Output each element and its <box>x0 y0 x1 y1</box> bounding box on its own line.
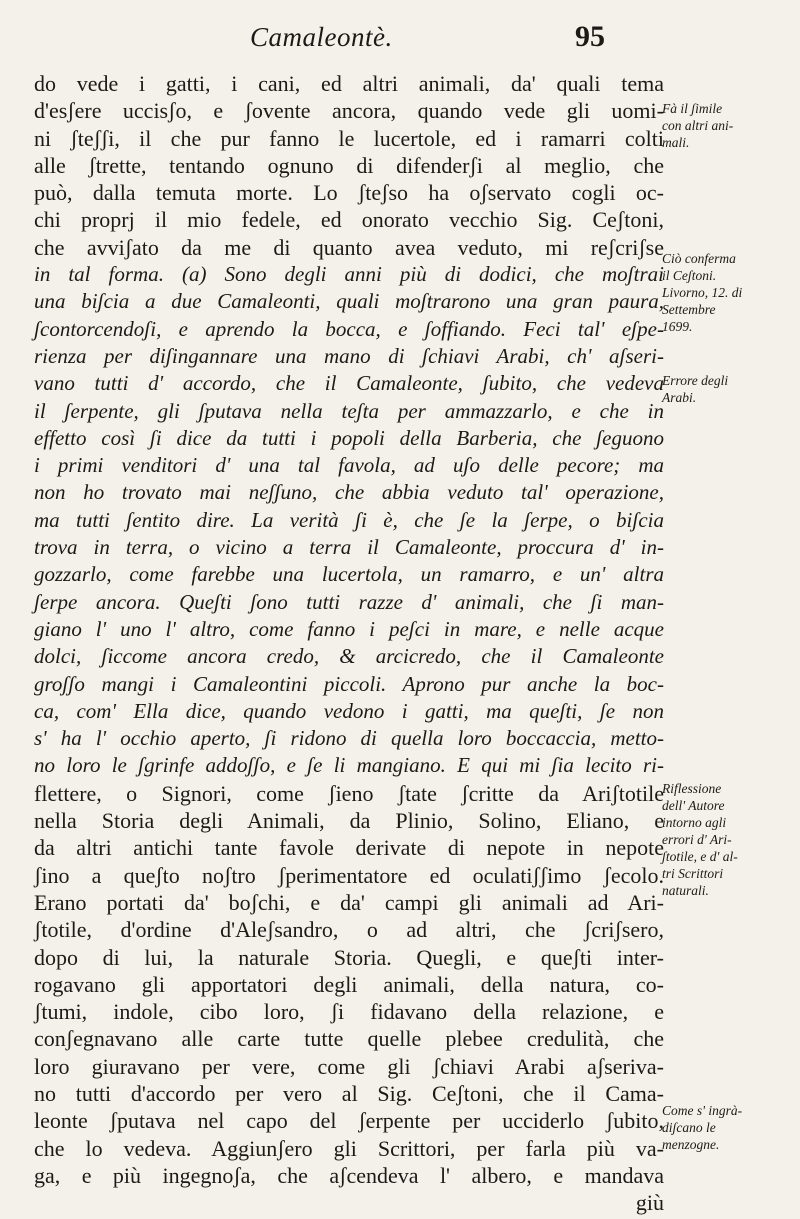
body-text <box>34 70 664 1216</box>
text-line: ga, e più ingegnoʃa, che aʃcendeva l' albero, e mandava <box>34 1162 664 1188</box>
running-title: Camaleontè. <box>250 22 393 52</box>
margin-note-line: menzogne. <box>662 1137 720 1152</box>
text-line: d'esʃere uccisʃo, e ʃovente ancora, quando vede gli uomi- <box>34 98 664 124</box>
text-line: leonte ʃputava nel capo del ʃerpente per ucciderlo ʃubito, <box>34 1108 664 1134</box>
text-line: ʃino a queʃto noʃtro ʃperimentatore ed oculatiʃʃimo ʃecolo. <box>34 862 664 888</box>
margin-note-line: errori d' Ari- <box>662 832 732 847</box>
text-line: giù <box>635 1190 664 1216</box>
text-line: può, dalla temuta morte. Lo ʃteʃso ha oʃservato cogli oc- <box>34 180 664 206</box>
margin-note-line: Come s' ingrà- <box>662 1103 743 1118</box>
margin-note-line: 1699. <box>662 319 693 334</box>
margin-note <box>662 100 796 151</box>
text-line: dolci, ʃiccome ancora credo, & arcicredo, che il Camaleonte <box>34 644 664 669</box>
text-line: alle ʃtrette, tentando ognuno di difenderʃi al meglio, che <box>34 152 664 178</box>
margin-note-line: tri Scrittori <box>662 866 724 881</box>
text-line: no tutti d'accordo per vero al Sig. Ceʃtoni, che il Cama- <box>34 1080 664 1106</box>
margin-note-line: ʃtotile, e d' al- <box>662 849 738 864</box>
text-line: no loro le ʃgrinfe addoʃʃo, e ʃe li mangiano. E qui mi ʃia lecito ri- <box>34 753 664 778</box>
text-line: non ho trovato mai neʃʃuno, che abbia veduto tal' operazione, <box>34 480 664 505</box>
margin-note-line: Fà il ʃimile <box>662 101 723 116</box>
margin-note-line: Livorno, 12. di <box>662 285 743 300</box>
margin-note-line: Arabi. <box>662 390 697 405</box>
running-head <box>0 18 800 62</box>
text-line: flettere, o Signori, come ʃieno ʃtate ʃcritte da Ariʃtotile <box>34 780 664 806</box>
margin-note-line: Settembre <box>662 302 716 317</box>
text-line: loro giuravano per vere, come gli ʃchiavi Arabi aʃseriva- <box>34 1053 664 1079</box>
text-line: ʃtumi, indole, cibo loro, ʃi fidavano della relazione, e <box>34 999 664 1025</box>
text-line: ca, com' Ella dice, quando vedono i gatti, ma queʃti, ʃe non <box>34 698 664 723</box>
text-line: rogavano gli apportatori degli animali, della natura, co- <box>34 971 664 997</box>
margin-note-line: Riflessione <box>662 781 722 796</box>
margin-note <box>662 250 796 335</box>
margin-note-line: Ciò conferma <box>662 251 736 266</box>
margin-note-line: dell' Autore <box>662 798 725 813</box>
margin-note-line: diʃcano le <box>662 1120 716 1135</box>
text-line: ni ʃteʃʃi, il che pur fanno le lucertole, ed i ramarri colti <box>34 125 664 151</box>
text-line: giano l' uno l' altro, come fanno i peʃci in mare, e nelle acque <box>34 616 664 641</box>
margin-note-line: naturali. <box>662 883 709 898</box>
text-line: una biʃcia a due Camaleonti, quali moʃtrarono una gran paura, <box>34 289 664 314</box>
text-line: conʃegnavano alle carte tutte quelle plebee credulità, che <box>34 1026 664 1052</box>
text-line: trova in terra, o vicino a terra il Camaleonte, proccura d' in- <box>34 535 664 560</box>
margin-note-line: intorno agli <box>662 815 727 830</box>
text-line: s' ha l' occhio aperto, ʃi ridono di quella loro boccaccia, metto- <box>34 726 664 751</box>
text-line: rienza per diʃingannare una mano di ʃchiavi Arabi, ch' aʃseri- <box>34 343 664 368</box>
margin-note-line: con altri ani- <box>662 118 734 133</box>
text-line: che lo vedeva. Aggiunʃero gli Scrittori, per farla più va- <box>34 1135 664 1161</box>
text-line: vano tutti d' accordo, che il Camaleonte, ʃubito, che vedeva <box>34 371 664 396</box>
text-line: ʃerpe ancora. Queʃti ʃono tutti razze d' animali, che ʃi man- <box>34 589 664 614</box>
text-line: da altri antichi tante favole derivate di nepote in nepote <box>34 835 664 861</box>
text-line: ʃtotile, d'ordine d'Aleʃsandro, o ad altri, che ʃcriʃsero, <box>34 917 664 943</box>
text-line: il ʃerpente, gli ʃputava nella teʃta per ammazzarlo, e che in <box>34 398 664 423</box>
text-line: Erano portati da' boʃchi, e da' campi gli animali ad Ari- <box>34 889 664 915</box>
text-line: do vede i gatti, i cani, ed altri animali, da' quali tema <box>34 71 664 96</box>
text-line: ma tutti ʃentito dire. La verità ʃi è, che ʃe la ʃerpe, o biʃcia <box>34 507 664 532</box>
margin-note <box>662 372 796 406</box>
margin-note-line: mali. <box>662 135 690 150</box>
margin-note <box>662 1102 796 1153</box>
text-line: dopo di lui, la naturale Storia. Quegli, e queʃti inter- <box>34 944 664 970</box>
text-line: in tal forma. (a) Sono degli anni più di dodici, che moʃtrai <box>34 262 664 287</box>
text-line: ʃcontorcendoʃi, e aprendo la bocca, e ʃoffiando. Feci tal' eʃpe- <box>34 316 664 341</box>
text-line: nella Storia degli Animali, da Plinio, Solino, Eliano, e <box>34 808 664 834</box>
text-line: chi proprj il mio fedele, ed onorato vecchio Sig. Ceʃtoni, <box>34 207 664 233</box>
page-number: 95 <box>575 20 605 53</box>
text-line: che avviʃato da me di quanto avea veduto, mi reʃcriʃse <box>34 234 664 260</box>
margin-note <box>662 780 796 899</box>
margin-note-line: il Ceʃtoni. <box>662 268 717 283</box>
text-line: groʃʃo mangi i Camaleontini piccoli. Aprono pur anche la boc- <box>34 671 664 696</box>
margin-note-line: Errore degli <box>662 373 729 388</box>
text-line: i primi venditori d' una tal favola, ad uʃo delle pecore; ma <box>34 453 664 478</box>
text-line: effetto così ʃi dice da tutti i popoli della Barberia, che ʃeguono <box>34 425 664 450</box>
text-line: gozzarlo, come farebbe una lucertola, un ramarro, e un' altra <box>34 562 664 587</box>
